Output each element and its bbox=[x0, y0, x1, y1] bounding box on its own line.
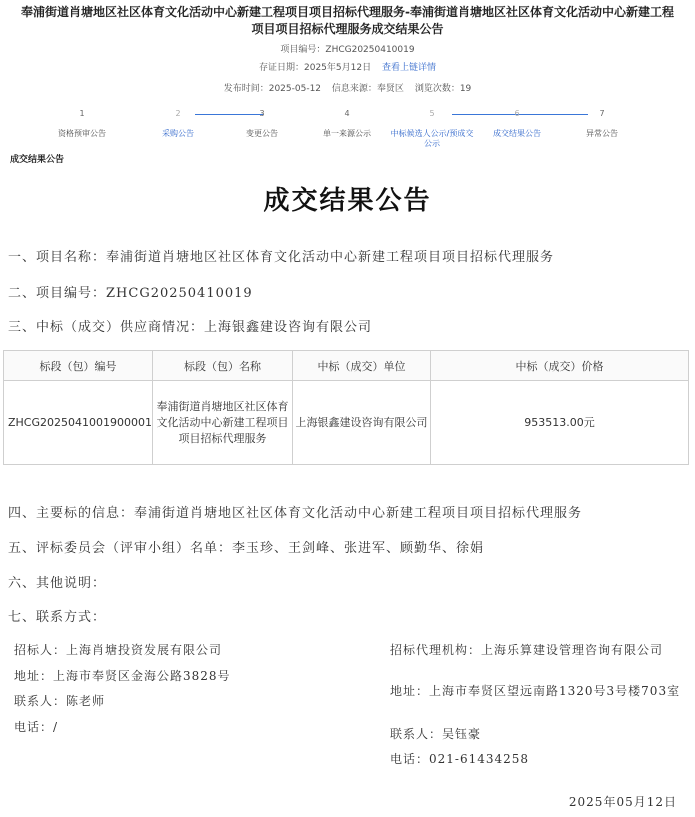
deposit-row bbox=[0, 60, 695, 73]
column-header-price: 中标（成交）价格 bbox=[431, 351, 689, 381]
step-number: 4 bbox=[344, 109, 350, 118]
buyer-phone: 电话：/ bbox=[14, 720, 59, 734]
step-1[interactable] bbox=[40, 108, 124, 139]
step-2[interactable] bbox=[136, 108, 220, 139]
breadcrumb: 成交结果公告 bbox=[10, 155, 65, 165]
step-number: 6 bbox=[514, 109, 520, 118]
section-main-subject: 四、主要标的信息：奉浦街道肖塘地区社区体育文化活动中心新建工程项目项目招标代理服务 bbox=[8, 506, 583, 521]
document-title: 成交结果公告 bbox=[263, 186, 432, 216]
agent-contact: 联系人：吴钰豪 bbox=[390, 727, 482, 741]
step-label: 单一来源公示 bbox=[323, 129, 371, 138]
step-number: 7 bbox=[599, 109, 605, 118]
agent-address: 地址：上海市奉贤区望远南路1320号3号楼703室 bbox=[390, 684, 681, 698]
publish-date: 2025年05月12日 bbox=[568, 795, 677, 809]
step-6[interactable] bbox=[475, 108, 559, 139]
buyer-contact: 联系人：陈老师 bbox=[14, 694, 106, 708]
project-number: 项目编号：ZHCG20250410019 bbox=[280, 45, 415, 55]
step-7[interactable] bbox=[560, 108, 644, 139]
publish-time: 发布时间：2025-05-12 bbox=[223, 84, 322, 94]
section-contact: 七、联系方式： bbox=[8, 610, 107, 625]
deposit-date: 存证日期：2025年5月12日 bbox=[259, 63, 372, 73]
step-label: 变更公告 bbox=[246, 129, 278, 138]
cell-price: 953513.00元 bbox=[431, 381, 689, 465]
info-source: 信息来源：奉贤区 bbox=[331, 84, 404, 94]
column-header-winner: 中标（成交）单位 bbox=[293, 351, 431, 381]
step-number: 2 bbox=[175, 109, 181, 118]
agent-name: 招标代理机构：上海乐算建设管理咨询有限公司 bbox=[390, 643, 664, 657]
cell-winner: 上海银鑫建设咨询有限公司 bbox=[293, 381, 431, 465]
table-row bbox=[4, 381, 689, 465]
procurement-steps bbox=[40, 108, 660, 152]
section-project-number: 二、项目编号：ZHCG20250410019 bbox=[8, 286, 253, 301]
section-project-name: 一、项目名称：奉浦街道肖塘地区社区体育文化活动中心新建工程项目项目招标代理服务 bbox=[8, 250, 555, 265]
section-other-notes: 六、其他说明： bbox=[8, 576, 107, 591]
column-header-lot-id: 标段（包）编号 bbox=[4, 351, 153, 381]
step-label: 成交结果公告 bbox=[493, 129, 541, 138]
step-number: 1 bbox=[79, 109, 85, 118]
step-number: 3 bbox=[259, 109, 265, 118]
award-table bbox=[3, 350, 689, 465]
step-3[interactable] bbox=[220, 108, 304, 139]
step-label: 资格预审公告 bbox=[58, 129, 106, 138]
column-header-lot-name: 标段（包）名称 bbox=[153, 351, 293, 381]
agent-phone: 电话：021-61434258 bbox=[390, 752, 530, 766]
section-committee: 五、评标委员会（评审小组）名单：李玉珍、王剑峰、张进军、顾勤华、徐娟 bbox=[8, 541, 485, 556]
publish-info bbox=[0, 81, 695, 94]
view-count: 浏览次数：19 bbox=[414, 84, 472, 94]
step-5[interactable] bbox=[390, 108, 474, 149]
table-header-row bbox=[4, 351, 689, 381]
step-4[interactable] bbox=[305, 108, 389, 139]
step-number: 5 bbox=[429, 109, 435, 118]
cell-lot-name: 奉浦街道肖塘地区社区体育文化活动中心新建工程项目项目招标代理服务 bbox=[153, 381, 293, 465]
section-supplier: 三、中标（成交）供应商情况：上海银鑫建设咨询有限公司 bbox=[8, 320, 373, 335]
buyer-address: 地址：上海市奉贤区金海公路3828号 bbox=[14, 669, 231, 683]
cell-lot-id: ZHCG2025041001900001 bbox=[4, 381, 153, 465]
step-label: 采购公告 bbox=[162, 129, 194, 138]
buyer-name: 招标人：上海肖塘投资发展有限公司 bbox=[14, 643, 223, 657]
chain-detail-link[interactable]: 查看上链详情 bbox=[381, 63, 436, 73]
page-title: 奉浦街道肖塘地区社区体育文化活动中心新建工程项目项目招标代理服务-奉浦街道肖塘地区社区体育文化活动中心新建工程项目项目招标代理服务成交结果公告 bbox=[21, 5, 674, 36]
step-label: 中标候选人公示/预成交公示 bbox=[390, 129, 474, 148]
step-label: 异常公告 bbox=[586, 129, 618, 138]
